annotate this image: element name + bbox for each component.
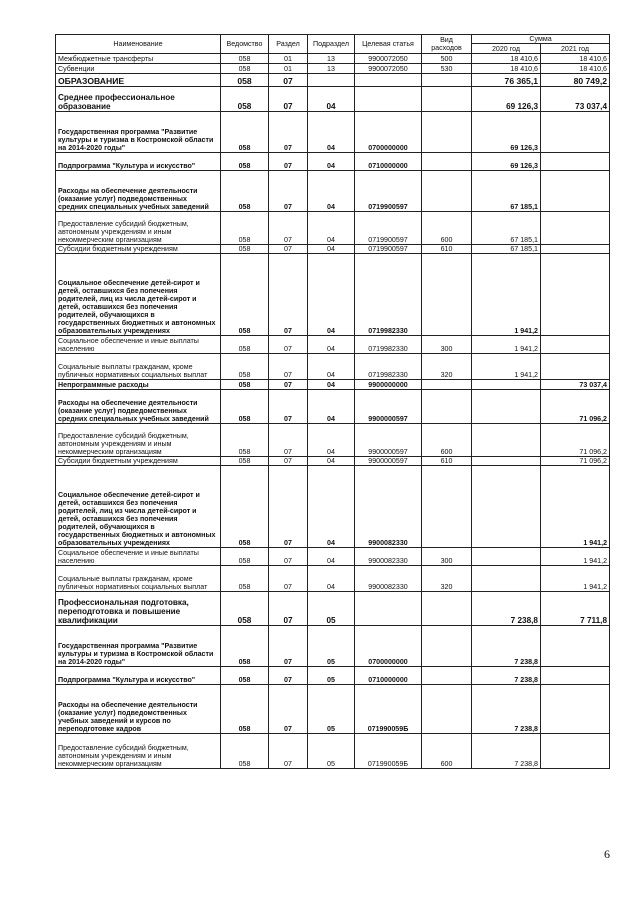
cell-expense-type [422,171,472,212]
cell-name: Субсидии бюджетным учреждениям [56,457,221,466]
cell-target-article [355,74,422,87]
cell-sum-2020 [472,390,541,424]
cell-sum-2020 [472,457,541,466]
cell-section: 07 [269,153,308,171]
budget-table-container [55,34,609,769]
cell-department: 058 [221,566,269,592]
cell-section: 07 [269,685,308,734]
cell-sum-2021 [541,212,610,245]
cell-target-article: 9900000597 [355,390,422,424]
cell-expense-type [422,380,472,390]
table-row [56,424,610,457]
cell-name: Социальные выплаты гражданам, кроме публичных нормативных социальных выплат [56,354,221,380]
cell-target-article: 0700000000 [355,112,422,153]
cell-section: 07 [269,74,308,87]
cell-name: ОБРАЗОВАНИЕ [56,74,221,87]
cell-sum-2020: 67 185,1 [472,245,541,254]
cell-sum-2021: 71 096,2 [541,424,610,457]
cell-subsection: 04 [308,212,355,245]
cell-section: 07 [269,390,308,424]
cell-name: Расходы на обеспечение деятельности (оказание услуг) подведомственных средних специальных учебных заведений [56,171,221,212]
cell-target-article [355,592,422,626]
cell-name: Предоставление субсидий бюджетным, автономным учреждениям и иным некоммерческим организациям [56,212,221,245]
cell-sum-2021 [541,245,610,254]
cell-expense-type: 320 [422,566,472,592]
cell-subsection: 04 [308,354,355,380]
table-row [56,457,610,466]
cell-section: 07 [269,466,308,548]
cell-department: 058 [221,685,269,734]
cell-target-article: 0719982330 [355,354,422,380]
cell-sum-2020: 69 126,3 [472,87,541,112]
table-row [56,112,610,153]
cell-sum-2020: 18 410,6 [472,54,541,64]
cell-section: 07 [269,548,308,566]
cell-department: 058 [221,74,269,87]
cell-name: Подпрограмма "Культура и искусство" [56,153,221,171]
table-row [56,64,610,74]
cell-subsection: 04 [308,112,355,153]
table-body [56,54,610,769]
table-row [56,254,610,336]
cell-section: 07 [269,734,308,769]
cell-department: 058 [221,87,269,112]
cell-section: 07 [269,254,308,336]
cell-name: Предоставление субсидий бюджетным, автономным учреждениям и иным некоммерческим организациям [56,424,221,457]
cell-target-article: 0719982330 [355,254,422,336]
cell-sum-2020: 18 410,6 [472,64,541,74]
cell-expense-type: 600 [422,212,472,245]
table-row [56,685,610,734]
cell-section: 07 [269,212,308,245]
cell-sum-2020 [472,424,541,457]
cell-sum-2021: 18 410,6 [541,64,610,74]
cell-subsection: 04 [308,566,355,592]
table-row [56,592,610,626]
table-row [56,212,610,245]
cell-department: 058 [221,424,269,457]
table-row [56,245,610,254]
cell-section: 07 [269,457,308,466]
cell-department: 058 [221,592,269,626]
cell-section: 07 [269,566,308,592]
header-target-article: Целевая статья [355,35,422,54]
cell-section: 07 [269,380,308,390]
cell-sum-2021 [541,667,610,685]
table-header [56,35,610,54]
cell-name: Социальное обеспечение детей-сирот и детей, оставшихся без попечения родителей, лиц из числа детей-сирот и детей, оставшихся без попечения родителей, обучающихся в государственных бюджетных и автономных образовательных учреждениях [56,466,221,548]
cell-expense-type: 610 [422,457,472,466]
cell-subsection: 04 [308,390,355,424]
cell-expense-type [422,685,472,734]
cell-subsection: 04 [308,336,355,354]
cell-department: 058 [221,457,269,466]
cell-expense-type [422,153,472,171]
cell-subsection: 04 [308,457,355,466]
cell-name: Социальное обеспечение и иные выплаты населению [56,548,221,566]
cell-department: 058 [221,254,269,336]
cell-sum-2021: 71 096,2 [541,457,610,466]
cell-target-article: 9900082330 [355,466,422,548]
cell-target-article: 0710000000 [355,153,422,171]
table-row [56,466,610,548]
cell-subsection: 04 [308,153,355,171]
cell-expense-type [422,592,472,626]
cell-name: Социальные выплаты гражданам, кроме публичных нормативных социальных выплат [56,566,221,592]
cell-sum-2021: 18 410,6 [541,54,610,64]
cell-expense-type [422,466,472,548]
cell-subsection [308,74,355,87]
cell-sum-2020: 67 185,1 [472,171,541,212]
table-row [56,171,610,212]
cell-sum-2021 [541,112,610,153]
header-name: Наименование [56,35,221,54]
cell-subsection: 05 [308,626,355,667]
cell-sum-2020: 69 126,3 [472,153,541,171]
header-department: Ведомство [221,35,269,54]
cell-name: Социальное обеспечение детей-сирот и детей, оставшихся без попечения родителей, лиц из числа детей-сирот и детей, оставшихся без попечения родителей, обучающихся в государственных бюджетных и автономных образовательных учреждениях [56,254,221,336]
table-row [56,380,610,390]
cell-expense-type [422,87,472,112]
cell-subsection: 05 [308,685,355,734]
cell-sum-2020 [472,566,541,592]
cell-sum-2020: 1 941,2 [472,254,541,336]
cell-sum-2021: 1 941,2 [541,548,610,566]
cell-subsection: 04 [308,254,355,336]
table-row [56,390,610,424]
cell-sum-2020: 7 238,8 [472,734,541,769]
cell-name: Субвенции [56,64,221,74]
cell-target-article: 0710000000 [355,667,422,685]
cell-expense-type: 530 [422,64,472,74]
cell-name: Социальное обеспечение и иные выплаты населению [56,336,221,354]
cell-target-article: 0719982330 [355,336,422,354]
cell-name: Расходы на обеспечение деятельности (оказание услуг) подведомственных средних специальных учебных заведений [56,390,221,424]
cell-sum-2020: 7 238,8 [472,592,541,626]
cell-section: 01 [269,64,308,74]
cell-section: 07 [269,171,308,212]
cell-expense-type [422,626,472,667]
cell-sum-2020: 76 365,1 [472,74,541,87]
cell-section: 07 [269,592,308,626]
cell-target-article: 9900000000 [355,380,422,390]
cell-target-article: 9900072050 [355,64,422,74]
cell-sum-2020: 67 185,1 [472,212,541,245]
cell-name: Предоставление субсидий бюджетным, автономным учреждениям и иным некоммерческим организациям [56,734,221,769]
cell-department: 058 [221,54,269,64]
cell-section: 07 [269,626,308,667]
cell-target-article: 0700000000 [355,626,422,667]
header-subsection: Подраздел [308,35,355,54]
table-row [56,667,610,685]
cell-sum-2021: 71 096,2 [541,390,610,424]
table-row [56,87,610,112]
cell-sum-2021: 80 749,2 [541,74,610,87]
cell-subsection: 04 [308,380,355,390]
cell-name: Подпрограмма "Культура и искусство" [56,667,221,685]
cell-sum-2021: 73 037,4 [541,380,610,390]
cell-department: 058 [221,171,269,212]
cell-sum-2021 [541,626,610,667]
cell-sum-2021: 1 941,2 [541,566,610,592]
cell-target-article: 0719900597 [355,245,422,254]
cell-expense-type: 610 [422,245,472,254]
cell-name: Непрограммные расходы [56,380,221,390]
cell-expense-type [422,667,472,685]
cell-subsection: 05 [308,734,355,769]
cell-department: 058 [221,380,269,390]
table-row [56,74,610,87]
cell-target-article: 9900000597 [355,457,422,466]
cell-sum-2020: 1 941,2 [472,354,541,380]
cell-expense-type: 600 [422,424,472,457]
cell-expense-type: 320 [422,354,472,380]
cell-subsection: 05 [308,667,355,685]
cell-section: 07 [269,245,308,254]
cell-department: 058 [221,548,269,566]
cell-department: 058 [221,64,269,74]
cell-sum-2021 [541,336,610,354]
cell-target-article: 071990059Б [355,685,422,734]
cell-department: 058 [221,667,269,685]
cell-sum-2021: 1 941,2 [541,466,610,548]
cell-sum-2020: 7 238,8 [472,626,541,667]
cell-name: Государственная программа "Развитие культуры и туризма в Костромской области на 2014-2020 годы" [56,626,221,667]
table-row [56,54,610,64]
cell-department: 058 [221,336,269,354]
cell-section: 07 [269,424,308,457]
cell-sum-2021 [541,254,610,336]
cell-section: 07 [269,112,308,153]
cell-expense-type: 600 [422,734,472,769]
cell-department: 058 [221,354,269,380]
header-expense-type: Вид расходов [422,35,472,54]
cell-sum-2020: 7 238,8 [472,667,541,685]
cell-target-article: 9900082330 [355,548,422,566]
table-row [56,336,610,354]
cell-subsection: 13 [308,54,355,64]
cell-department: 058 [221,245,269,254]
cell-subsection: 04 [308,87,355,112]
cell-section: 07 [269,87,308,112]
cell-department: 058 [221,390,269,424]
cell-expense-type [422,254,472,336]
cell-target-article: 9900000597 [355,424,422,457]
table-row [56,153,610,171]
cell-department: 058 [221,153,269,171]
budget-table [55,34,610,769]
cell-department: 058 [221,734,269,769]
cell-name: Среднее профессиональное образование [56,87,221,112]
cell-target-article: 9900072050 [355,54,422,64]
cell-expense-type [422,112,472,153]
cell-name: Государственная программа "Развитие культуры и туризма в Костромской области на 2014-2020 годы" [56,112,221,153]
cell-sum-2021 [541,354,610,380]
cell-target-article: 071990059Б [355,734,422,769]
table-row [56,548,610,566]
cell-subsection: 04 [308,245,355,254]
cell-name: Расходы на обеспечение деятельности (оказание услуг) подведомственных учебных заведений и курсов по переподготовке кадров [56,685,221,734]
cell-sum-2020: 69 126,3 [472,112,541,153]
table-row [56,626,610,667]
cell-expense-type [422,74,472,87]
table-row [56,566,610,592]
cell-sum-2021: 73 037,4 [541,87,610,112]
table-row [56,354,610,380]
cell-target-article [355,87,422,112]
cell-subsection: 13 [308,64,355,74]
cell-sum-2021: 7 711,8 [541,592,610,626]
cell-department: 058 [221,626,269,667]
cell-name: Субсидии бюджетным учреждениям [56,245,221,254]
header-section: Раздел [269,35,308,54]
cell-sum-2021 [541,171,610,212]
cell-section: 07 [269,354,308,380]
cell-sum-2020 [472,548,541,566]
cell-name: Профессиональная подготовка, переподготовка и повышение квалификации [56,592,221,626]
table-row [56,734,610,769]
cell-name: Межбюджетные трансферты [56,54,221,64]
cell-expense-type: 500 [422,54,472,64]
cell-subsection: 05 [308,592,355,626]
cell-sum-2020 [472,380,541,390]
cell-sum-2020 [472,466,541,548]
cell-department: 058 [221,112,269,153]
cell-section: 07 [269,667,308,685]
cell-sum-2020: 1 941,2 [472,336,541,354]
cell-department: 058 [221,212,269,245]
cell-section: 07 [269,336,308,354]
header-sum: Сумма [472,35,610,44]
cell-subsection: 04 [308,424,355,457]
cell-expense-type [422,390,472,424]
cell-section: 01 [269,54,308,64]
cell-sum-2021 [541,153,610,171]
cell-subsection: 04 [308,171,355,212]
cell-target-article: 9900082330 [355,566,422,592]
cell-target-article: 0719900597 [355,212,422,245]
cell-department: 058 [221,466,269,548]
cell-expense-type: 300 [422,336,472,354]
header-year-2021: 2021 год [541,44,610,54]
header-year-2020: 2020 год [472,44,541,54]
page-number: 6 [604,847,610,861]
cell-subsection: 04 [308,466,355,548]
cell-target-article: 0719900597 [355,171,422,212]
cell-sum-2021 [541,685,610,734]
cell-subsection: 04 [308,548,355,566]
cell-sum-2020: 7 238,8 [472,685,541,734]
cell-expense-type: 300 [422,548,472,566]
cell-sum-2021 [541,734,610,769]
